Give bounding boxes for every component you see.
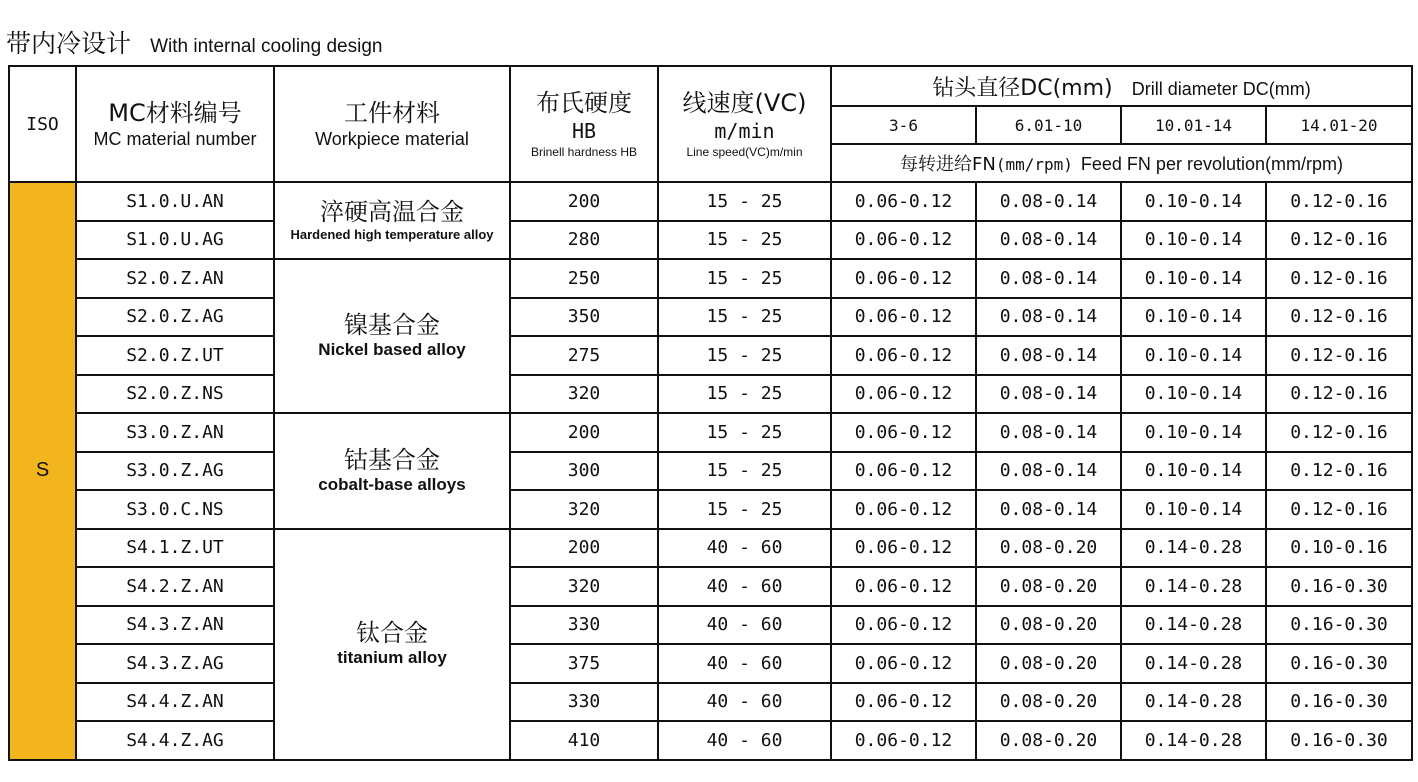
feed-cell: 0.08-0.14 bbox=[976, 413, 1121, 452]
material-header bbox=[274, 66, 510, 182]
workpiece-material-cell bbox=[274, 259, 510, 413]
diameter-header-zh: 钻头直径DC(mm) bbox=[932, 75, 1113, 101]
workpiece-material-cell bbox=[274, 529, 510, 760]
hardness-cell: 320 bbox=[510, 375, 658, 414]
feed-cell: 0.06-0.12 bbox=[831, 336, 976, 375]
table-body bbox=[9, 182, 1412, 760]
hardness-header-zh: 布氏硬度 bbox=[536, 89, 632, 117]
table-row bbox=[9, 490, 1412, 529]
hardness-cell: 320 bbox=[510, 490, 658, 529]
feed-cell: 0.12-0.16 bbox=[1266, 452, 1412, 491]
feed-cell: 0.12-0.16 bbox=[1266, 490, 1412, 529]
feed-cell: 0.06-0.12 bbox=[831, 606, 976, 645]
material-header-en: Workpiece material bbox=[315, 129, 469, 149]
cutting-parameters-table bbox=[8, 65, 1413, 761]
feed-cell: 0.06-0.12 bbox=[831, 221, 976, 260]
feed-cell: 0.10-0.16 bbox=[1266, 529, 1412, 568]
material-code-cell: S4.4.Z.AG bbox=[76, 721, 274, 760]
table-row bbox=[9, 606, 1412, 645]
feed-header-unit: (mm/rpm) bbox=[995, 155, 1073, 174]
table-row bbox=[9, 529, 1412, 568]
feed-cell: 0.12-0.16 bbox=[1266, 221, 1412, 260]
feed-cell: 0.10-0.14 bbox=[1121, 221, 1266, 260]
speed-cell: 15 - 25 bbox=[658, 452, 831, 491]
diameter-header bbox=[831, 66, 1412, 106]
material-code-cell: S2.0.Z.AN bbox=[76, 259, 274, 298]
speed-cell: 15 - 25 bbox=[658, 298, 831, 337]
material-header-zh: 工件材料 bbox=[344, 99, 440, 127]
material-code-cell: S3.0.Z.AG bbox=[76, 452, 274, 491]
hardness-cell: 350 bbox=[510, 298, 658, 337]
feed-cell: 0.10-0.14 bbox=[1121, 336, 1266, 375]
feed-cell: 0.08-0.20 bbox=[976, 567, 1121, 606]
material-name-zh: 淬硬高温合金 bbox=[320, 197, 464, 226]
material-code-cell: S4.4.Z.AN bbox=[76, 683, 274, 722]
speed-header-en: Line speed(VC)m/min bbox=[686, 145, 803, 159]
feed-cell: 0.06-0.12 bbox=[831, 529, 976, 568]
feed-cell: 0.12-0.16 bbox=[1266, 182, 1412, 221]
feed-cell: 0.06-0.12 bbox=[831, 413, 976, 452]
material-name-zh: 镍基合金 bbox=[344, 311, 440, 339]
material-code-cell: S3.0.C.NS bbox=[76, 490, 274, 529]
title-en: With internal cooling design bbox=[150, 36, 383, 57]
feed-cell: 0.14-0.28 bbox=[1121, 606, 1266, 645]
speed-cell: 15 - 25 bbox=[658, 490, 831, 529]
speed-cell: 15 - 25 bbox=[658, 259, 831, 298]
table-row bbox=[9, 259, 1412, 298]
feed-cell: 0.08-0.14 bbox=[976, 490, 1121, 529]
feed-cell: 0.08-0.20 bbox=[976, 721, 1121, 760]
feed-cell: 0.14-0.28 bbox=[1121, 721, 1266, 760]
feed-cell: 0.16-0.30 bbox=[1266, 567, 1412, 606]
feed-cell: 0.06-0.12 bbox=[831, 298, 976, 337]
feed-cell: 0.14-0.28 bbox=[1121, 644, 1266, 683]
feed-cell: 0.14-0.28 bbox=[1121, 529, 1266, 568]
hardness-cell: 200 bbox=[510, 529, 658, 568]
diameter-range: 14.01-20 bbox=[1266, 106, 1412, 144]
feed-cell: 0.06-0.12 bbox=[831, 567, 976, 606]
speed-cell: 15 - 25 bbox=[658, 413, 831, 452]
iso-header: ISO bbox=[9, 66, 76, 182]
hardness-cell: 280 bbox=[510, 221, 658, 260]
feed-cell: 0.10-0.14 bbox=[1121, 452, 1266, 491]
speed-header-zh: 线速度(VC) bbox=[682, 89, 807, 117]
hardness-cell: 375 bbox=[510, 644, 658, 683]
material-name-zh: 钴基合金 bbox=[344, 445, 440, 474]
feed-cell: 0.08-0.14 bbox=[976, 336, 1121, 375]
feed-cell: 0.16-0.30 bbox=[1266, 606, 1412, 645]
feed-cell: 0.08-0.14 bbox=[976, 452, 1121, 491]
feed-cell: 0.16-0.30 bbox=[1266, 721, 1412, 760]
feed-cell: 0.10-0.14 bbox=[1121, 413, 1266, 452]
hardness-cell: 320 bbox=[510, 567, 658, 606]
workpiece-material-cell bbox=[274, 413, 510, 529]
feed-cell: 0.08-0.14 bbox=[976, 182, 1121, 221]
iso-group-cell: S bbox=[9, 182, 76, 760]
feed-cell: 0.06-0.12 bbox=[831, 683, 976, 722]
title-zh: 带内冷设计 bbox=[6, 29, 132, 58]
table-row bbox=[9, 683, 1412, 722]
speed-cell: 40 - 60 bbox=[658, 683, 831, 722]
table-row bbox=[9, 452, 1412, 491]
feed-header-en: Feed FN per revolution(mm/rpm) bbox=[1080, 154, 1343, 174]
table-row bbox=[9, 336, 1412, 375]
feed-cell: 0.10-0.14 bbox=[1121, 182, 1266, 221]
hardness-cell: 330 bbox=[510, 683, 658, 722]
material-code-cell: S4.3.Z.AN bbox=[76, 606, 274, 645]
feed-cell: 0.08-0.14 bbox=[976, 298, 1121, 337]
code-header-en: MC material number bbox=[93, 129, 257, 149]
speed-cell: 15 - 25 bbox=[658, 182, 831, 221]
table-row bbox=[9, 413, 1412, 452]
table-row bbox=[9, 182, 1412, 221]
feed-cell: 0.12-0.16 bbox=[1266, 336, 1412, 375]
table-row bbox=[9, 721, 1412, 760]
feed-cell: 0.12-0.16 bbox=[1266, 413, 1412, 452]
diameter-header-en: Drill diameter DC(mm) bbox=[1131, 78, 1311, 99]
feed-cell: 0.06-0.12 bbox=[831, 452, 976, 491]
feed-header-zh: 每转进给FN bbox=[900, 154, 996, 175]
hardness-cell: 250 bbox=[510, 259, 658, 298]
feed-cell: 0.12-0.16 bbox=[1266, 298, 1412, 337]
speed-cell: 40 - 60 bbox=[658, 567, 831, 606]
feed-cell: 0.08-0.20 bbox=[976, 644, 1121, 683]
table-row bbox=[9, 298, 1412, 337]
material-code-cell: S2.0.Z.AG bbox=[76, 298, 274, 337]
feed-cell: 0.16-0.30 bbox=[1266, 644, 1412, 683]
feed-cell: 0.06-0.12 bbox=[831, 375, 976, 414]
diameter-range: 6.01-10 bbox=[976, 106, 1121, 144]
feed-cell: 0.08-0.14 bbox=[976, 375, 1121, 414]
diameter-range: 3-6 bbox=[831, 106, 976, 144]
feed-cell: 0.06-0.12 bbox=[831, 182, 976, 221]
material-name-en: Nickel based alloy bbox=[318, 340, 466, 359]
speed-cell: 40 - 60 bbox=[658, 721, 831, 760]
hardness-header-unit: HB bbox=[571, 119, 597, 143]
hardness-header bbox=[510, 66, 658, 182]
material-code-cell: S4.2.Z.AN bbox=[76, 567, 274, 606]
speed-cell: 15 - 25 bbox=[658, 375, 831, 414]
hardness-cell: 330 bbox=[510, 606, 658, 645]
feed-cell: 0.12-0.16 bbox=[1266, 375, 1412, 414]
feed-cell: 0.14-0.28 bbox=[1121, 683, 1266, 722]
code-header bbox=[76, 66, 274, 182]
feed-cell: 0.14-0.28 bbox=[1121, 567, 1266, 606]
feed-cell: 0.08-0.20 bbox=[976, 529, 1121, 568]
material-name-en: Hardened high temperature alloy bbox=[290, 226, 494, 242]
feed-cell: 0.10-0.14 bbox=[1121, 259, 1266, 298]
material-code-cell: S4.3.Z.AG bbox=[76, 644, 274, 683]
feed-cell: 0.12-0.16 bbox=[1266, 259, 1412, 298]
speed-cell: 15 - 25 bbox=[658, 221, 831, 260]
feed-cell: 0.06-0.12 bbox=[831, 644, 976, 683]
table-row bbox=[9, 221, 1412, 260]
workpiece-material-cell bbox=[274, 182, 510, 259]
code-header-zh: MC材料编号 bbox=[108, 99, 242, 127]
feed-cell: 0.08-0.20 bbox=[976, 683, 1121, 722]
hardness-cell: 410 bbox=[510, 721, 658, 760]
hardness-cell: 200 bbox=[510, 413, 658, 452]
table-row bbox=[9, 375, 1412, 414]
table-row bbox=[9, 567, 1412, 606]
table-row bbox=[9, 644, 1412, 683]
feed-cell: 0.06-0.12 bbox=[831, 490, 976, 529]
feed-cell: 0.10-0.14 bbox=[1121, 375, 1266, 414]
feed-cell: 0.08-0.14 bbox=[976, 221, 1121, 260]
feed-cell: 0.08-0.14 bbox=[976, 259, 1121, 298]
material-code-cell: S1.0.U.AN bbox=[76, 182, 274, 221]
material-code-cell: S3.0.Z.AN bbox=[76, 413, 274, 452]
feed-cell: 0.16-0.30 bbox=[1266, 683, 1412, 722]
speed-header bbox=[658, 66, 831, 182]
hardness-header-en: Brinell hardness HB bbox=[530, 145, 638, 159]
speed-header-unit: m/min bbox=[714, 119, 775, 143]
feed-header bbox=[831, 144, 1412, 182]
hardness-cell: 300 bbox=[510, 452, 658, 491]
diameter-range: 10.01-14 bbox=[1121, 106, 1266, 144]
material-name-zh: 钛合金 bbox=[356, 619, 428, 647]
page-title bbox=[6, 24, 382, 56]
feed-cell: 0.06-0.12 bbox=[831, 259, 976, 298]
material-code-cell: S2.0.Z.UT bbox=[76, 336, 274, 375]
material-name-en: titanium alloy bbox=[337, 648, 447, 667]
material-name-en: cobalt-base alloys bbox=[318, 474, 466, 494]
hardness-cell: 200 bbox=[510, 182, 658, 221]
feed-cell: 0.08-0.20 bbox=[976, 606, 1121, 645]
speed-cell: 40 - 60 bbox=[658, 529, 831, 568]
hardness-cell: 275 bbox=[510, 336, 658, 375]
feed-cell: 0.10-0.14 bbox=[1121, 298, 1266, 337]
speed-cell: 15 - 25 bbox=[658, 336, 831, 375]
speed-cell: 40 - 60 bbox=[658, 644, 831, 683]
material-code-cell: S2.0.Z.NS bbox=[76, 375, 274, 414]
speed-cell: 40 - 60 bbox=[658, 606, 831, 645]
feed-cell: 0.06-0.12 bbox=[831, 721, 976, 760]
material-code-cell: S1.0.U.AG bbox=[76, 221, 274, 260]
feed-cell: 0.10-0.14 bbox=[1121, 490, 1266, 529]
material-code-cell: S4.1.Z.UT bbox=[76, 529, 274, 568]
